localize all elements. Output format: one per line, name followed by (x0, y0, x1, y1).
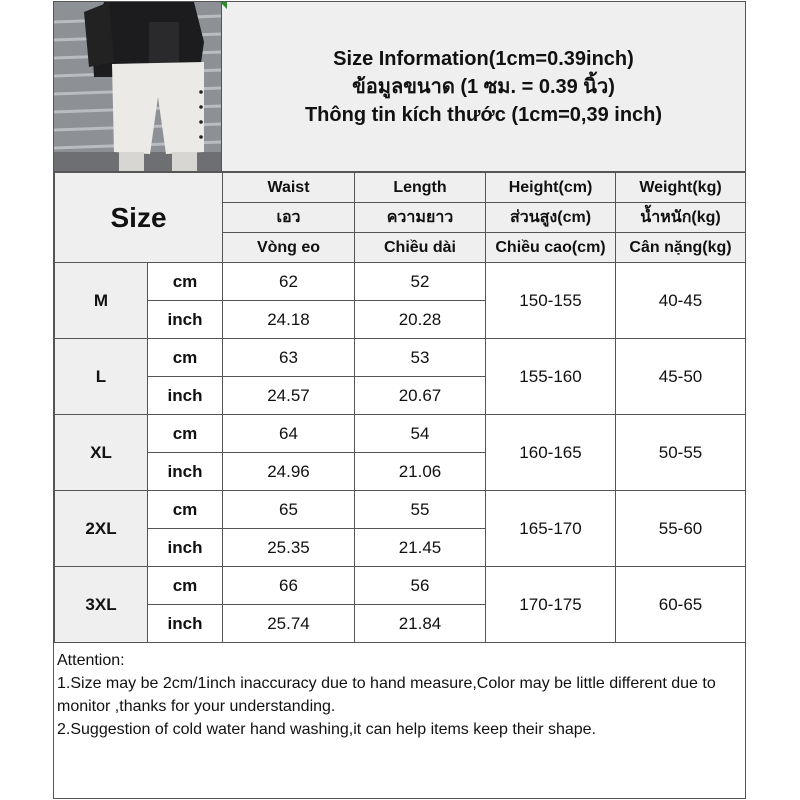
attention-notes (54, 647, 745, 743)
length-inch-cell: 21.84 (355, 605, 486, 643)
waist-inch-cell: 25.74 (223, 605, 355, 643)
header-title-vi: Thông tin kích thước (1cm=0,39 inch) (304, 103, 663, 126)
col-header-weight-th: น้ำหนัก(kg) (616, 203, 746, 233)
waist-cm-cell: 63 (223, 339, 355, 377)
waist-inch-cell: 24.18 (223, 301, 355, 339)
weight-cell: 55-60 (616, 491, 746, 567)
waist-cm-cell: 66 (223, 567, 355, 605)
waist-inch-cell: 25.35 (223, 529, 355, 567)
height-cell: 155-160 (486, 339, 616, 415)
size-label-m: M (55, 263, 148, 339)
table-row (55, 567, 746, 605)
waist-inch-cell: 24.96 (223, 453, 355, 491)
size-information-header (222, 2, 745, 172)
unit-cm: cm (148, 263, 223, 301)
unit-cm: cm (148, 567, 223, 605)
size-label-xl: XL (55, 415, 148, 491)
length-cm-cell: 53 (355, 339, 486, 377)
unit-cm: cm (148, 339, 223, 377)
col-header-height-en: Height(cm) (486, 173, 616, 203)
size-table (54, 172, 746, 643)
height-cell: 165-170 (486, 491, 616, 567)
notes-title: Attention: (57, 652, 125, 669)
waist-cm-cell: 64 (223, 415, 355, 453)
length-cm-cell: 56 (355, 567, 486, 605)
length-cm-cell: 52 (355, 263, 486, 301)
corner-triangle-icon (220, 2, 227, 9)
col-header-waist-th: เอว (223, 203, 355, 233)
unit-cm: cm (148, 415, 223, 453)
header-title-th: ข้อมูลขนาด (1 ซม. = 0.39 นิ้ว) (352, 75, 615, 98)
col-header-height-th: ส่วนสูง(cm) (486, 203, 616, 233)
length-inch-cell: 21.45 (355, 529, 486, 567)
table-header-row (55, 173, 746, 203)
header-title-en: Size Information(1cm=0.39inch) (333, 47, 634, 70)
weight-cell: 50-55 (616, 415, 746, 491)
size-label-3xl: 3XL (55, 567, 148, 643)
col-header-length-en: Length (355, 173, 486, 203)
col-header-length-th: ความยาว (355, 203, 486, 233)
length-inch-cell: 21.06 (355, 453, 486, 491)
length-cm-cell: 55 (355, 491, 486, 529)
col-header-weight-en: Weight(kg) (616, 173, 746, 203)
size-label-2xl: 2XL (55, 491, 148, 567)
unit-inch: inch (148, 301, 223, 339)
notes-item-1: 1.Size may be 2cm/1inch inaccuracy due to hand measure,Color may be little different due to monitor ,thanks for your understanding. (57, 675, 716, 715)
table-row (55, 339, 746, 377)
unit-inch: inch (148, 529, 223, 567)
product-photo (54, 2, 222, 172)
weight-cell: 45-50 (616, 339, 746, 415)
col-header-waist-vi: Vòng eo (223, 233, 355, 263)
col-header-waist-en: Waist (223, 173, 355, 203)
length-inch-cell: 20.28 (355, 301, 486, 339)
length-cm-cell: 54 (355, 415, 486, 453)
waist-inch-cell: 24.57 (223, 377, 355, 415)
col-header-weight-vi: Cân nặng(kg) (616, 233, 746, 263)
height-cell: 150-155 (486, 263, 616, 339)
waist-cm-cell: 65 (223, 491, 355, 529)
unit-inch: inch (148, 377, 223, 415)
height-cell: 170-175 (486, 567, 616, 643)
col-header-height-vi: Chiều cao(cm) (486, 233, 616, 263)
waist-cm-cell: 62 (223, 263, 355, 301)
size-column-header: Size (55, 173, 223, 263)
unit-cm: cm (148, 491, 223, 529)
table-row (55, 491, 746, 529)
size-label-l: L (55, 339, 148, 415)
table-row (55, 263, 746, 301)
col-header-length-vi: Chiều dài (355, 233, 486, 263)
unit-inch: inch (148, 605, 223, 643)
notes-item-2: 2.Suggestion of cold water hand washing,it can help items keep their shape. (57, 721, 596, 738)
table-row (55, 415, 746, 453)
weight-cell: 60-65 (616, 567, 746, 643)
product-photo-illustration (54, 2, 222, 172)
length-inch-cell: 20.67 (355, 377, 486, 415)
weight-cell: 40-45 (616, 263, 746, 339)
size-chart-sheet (53, 1, 746, 799)
height-cell: 160-165 (486, 415, 616, 491)
unit-inch: inch (148, 453, 223, 491)
